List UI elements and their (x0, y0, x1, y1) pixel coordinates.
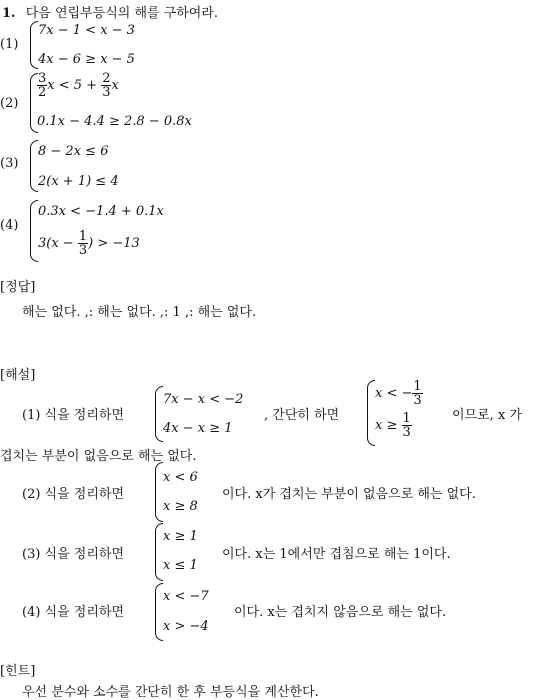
item-1-label: (1) (0, 37, 19, 52)
item-1-line2: 4x − 6 ≥ x − 5 (38, 52, 135, 67)
item-2-line2: 0.1x − 4.4 ≥ 2.8 − 0.8x (37, 114, 192, 129)
solution-1-continuation: 겹치는 부분이 없음으로 해는 없다. (0, 449, 197, 464)
item-2-line1: $\frac{3}{2}$ x < 5 + $\frac{2}{3}$ x (38, 71, 119, 100)
item-4-line1: 0.3x < −1.4 + 0.1x (38, 204, 164, 219)
item-3-brace (30, 140, 38, 192)
problem-statement: 다음 연립부등식의 해를 구하여라. (25, 6, 219, 21)
item-3-label: (3) (0, 156, 19, 171)
item-4-brace (30, 200, 38, 262)
solution-4-line2: x > −4 (163, 619, 209, 634)
item-3-line2: 2(x + 1) ≤ 4 (38, 174, 119, 189)
solution-1-sys1-line1: 7x − x < −2 (163, 392, 244, 407)
solution-2-suffix: 이다. x가 겹치는 부분이 없음으로 해는 없다. (222, 487, 476, 502)
answer-heading: [정답] (0, 280, 36, 295)
solution-3-suffix: 이다. x는 1에서만 겹침으로 해는 1이다. (222, 547, 451, 562)
solution-2-brace (155, 462, 163, 522)
solution-heading: [해설] (0, 368, 36, 383)
solution-3-line1: x ≥ 1 (163, 529, 198, 544)
solution-1-middle: , 간단히 하면 (264, 408, 340, 423)
solution-1-sys1-line2: 4x − x ≥ 1 (163, 421, 233, 436)
problem-number: 1. (2, 6, 16, 21)
hint-heading: [힌트] (0, 664, 36, 679)
hint-text: 우선 분수와 소수를 간단히 한 후 부등식을 계산한다. (22, 685, 319, 700)
solution-2-line1: x < 6 (163, 470, 198, 485)
solution-1-brace-a (155, 386, 163, 442)
solution-2-line2: x ≥ 8 (163, 499, 198, 514)
solution-4-line1: x < −7 (163, 589, 209, 604)
solution-3-line2: x ≤ 1 (163, 558, 198, 573)
solution-1-brace-b (367, 380, 375, 446)
solution-1-suffix: 이므로, x 가 (452, 408, 522, 423)
solution-1-prefix: (1) 식을 정리하면 (22, 408, 125, 423)
item-1-line1: 7x − 1 < x − 3 (38, 23, 135, 38)
item-1-brace (30, 21, 38, 69)
solution-1-sys2-line1: x < − $\frac{1}{3}$ (375, 379, 422, 408)
solution-3-brace (155, 523, 163, 581)
item-4-line2: 3(x − $\frac{1}{3}$ ) > −13 (38, 229, 140, 258)
solution-1-sys2-line2: x ≥ $\frac{1}{3}$ (375, 411, 411, 440)
solution-2-prefix: (2) 식을 정리하면 (22, 487, 125, 502)
solution-4-prefix: (4) 식을 정리하면 (22, 605, 125, 620)
answer-text: 해는 없다. ,: 해는 없다. ,: 1 ,: 해는 없다. (22, 305, 257, 320)
problem-header (2, 2, 218, 21)
solution-3-prefix: (3) 식을 정리하면 (22, 547, 125, 562)
item-2-label: (2) (0, 96, 19, 111)
item-3-line1: 8 − 2x ≤ 6 (38, 144, 109, 159)
item-4-label: (4) (0, 218, 19, 233)
solution-4-suffix: 이다. x는 겹치지 않음으로 해는 없다. (234, 605, 447, 620)
solution-4-brace (155, 583, 163, 641)
